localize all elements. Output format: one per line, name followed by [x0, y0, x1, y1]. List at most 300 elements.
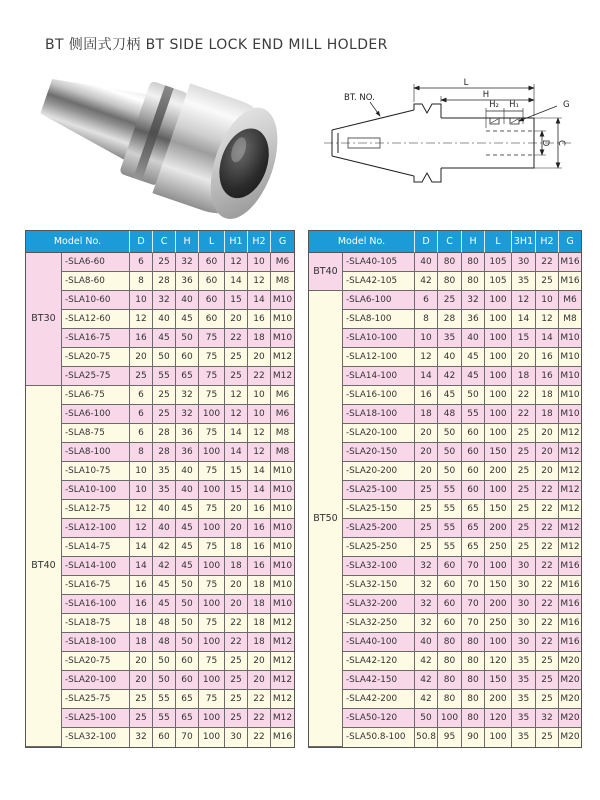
value-cell: M8 — [559, 310, 581, 329]
value-cell: 12 — [225, 405, 248, 424]
value-cell: 22 — [536, 633, 559, 652]
value-cell: 12 — [130, 500, 153, 519]
table-row — [309, 671, 581, 690]
value-cell: 25 — [153, 405, 176, 424]
table-row — [26, 728, 294, 747]
value-cell: 12 — [130, 310, 153, 329]
column-header: D — [415, 231, 438, 253]
value-cell: 45 — [176, 557, 199, 576]
value-cell: M6 — [271, 386, 294, 405]
value-cell: M20 — [559, 671, 581, 690]
table-row — [309, 291, 581, 310]
column-header: G — [271, 231, 294, 253]
value-cell: M12 — [559, 519, 581, 538]
value-cell: 22 — [536, 253, 559, 272]
table-row — [309, 462, 581, 481]
value-cell: 10 — [415, 329, 438, 348]
model-cell: -SLA12-100 — [343, 348, 415, 367]
value-cell: 30 — [512, 614, 536, 633]
value-cell: 22 — [536, 481, 559, 500]
value-cell: 45 — [153, 595, 176, 614]
value-cell: 60 — [462, 462, 485, 481]
value-cell: 48 — [153, 633, 176, 652]
value-cell: 32 — [176, 253, 199, 272]
value-cell: 18 — [248, 329, 271, 348]
value-cell: 10 — [130, 481, 153, 500]
table-row — [26, 405, 294, 424]
table-row — [26, 614, 294, 633]
value-cell: 45 — [176, 519, 199, 538]
table-row — [26, 329, 294, 348]
model-cell: -SLA25-75 — [62, 690, 130, 709]
value-cell: 60 — [438, 614, 462, 633]
value-cell: 100 — [485, 481, 512, 500]
value-cell: 60 — [462, 481, 485, 500]
model-cell: -SLA40-100 — [343, 633, 415, 652]
value-cell: M12 — [271, 348, 294, 367]
table-row — [26, 367, 294, 386]
model-cell: -SLA16-75 — [62, 329, 130, 348]
table-row — [309, 538, 581, 557]
value-cell: M12 — [271, 633, 294, 652]
value-cell: 55 — [153, 709, 176, 728]
value-cell: 55 — [462, 405, 485, 424]
model-cell: -SLA25-100 — [62, 709, 130, 728]
value-cell: 50 — [415, 709, 438, 728]
value-cell: 16 — [415, 386, 438, 405]
value-cell: 65 — [462, 500, 485, 519]
value-cell: 12 — [225, 386, 248, 405]
value-cell: 45 — [176, 310, 199, 329]
value-cell: 25 — [512, 424, 536, 443]
value-cell: 12 — [130, 519, 153, 538]
value-cell: 40 — [176, 462, 199, 481]
value-cell: M10 — [271, 576, 294, 595]
spec-table-bt30-bt40 — [25, 230, 295, 748]
table-row — [26, 557, 294, 576]
value-cell: 6 — [130, 405, 153, 424]
value-cell: 80 — [462, 671, 485, 690]
column-header: L — [485, 231, 512, 253]
dim-label-h1: H₁ — [509, 100, 519, 110]
model-cell: -SLA20-75 — [62, 348, 130, 367]
column-header: Model No. — [26, 231, 130, 253]
model-cell: -SLA8-60 — [62, 272, 130, 291]
value-cell: M12 — [559, 481, 581, 500]
value-cell: 60 — [176, 652, 199, 671]
value-cell: 20 — [225, 519, 248, 538]
table-row — [309, 633, 581, 652]
technical-drawing — [318, 76, 580, 204]
table-row — [26, 671, 294, 690]
value-cell: 250 — [485, 614, 512, 633]
table-row — [26, 462, 294, 481]
table-row — [309, 576, 581, 595]
table-row — [309, 272, 581, 291]
table-row — [309, 614, 581, 633]
table-row — [26, 424, 294, 443]
table-row — [309, 405, 581, 424]
model-cell: -SLA25-100 — [343, 481, 415, 500]
value-cell: 16 — [248, 519, 271, 538]
value-cell: M12 — [559, 500, 581, 519]
dim-label-h: H — [482, 90, 490, 100]
table-row — [309, 348, 581, 367]
value-cell: M20 — [559, 690, 581, 709]
value-cell: 60 — [199, 310, 225, 329]
value-cell: 16 — [248, 557, 271, 576]
value-cell: 50 — [153, 348, 176, 367]
value-cell: 14 — [225, 424, 248, 443]
value-cell: 16 — [130, 595, 153, 614]
dim-label-l: L — [463, 78, 469, 88]
column-header: H2 — [536, 231, 559, 253]
value-cell: 12 — [536, 310, 559, 329]
column-header: D — [130, 231, 153, 253]
value-cell: 25 — [415, 500, 438, 519]
value-cell: 15 — [225, 462, 248, 481]
value-cell: 60 — [199, 272, 225, 291]
value-cell: 22 — [225, 329, 248, 348]
model-cell: -SLA14-100 — [343, 367, 415, 386]
table-row — [309, 253, 581, 272]
value-cell: 100 — [485, 329, 512, 348]
table-row — [26, 348, 294, 367]
table-row — [26, 310, 294, 329]
value-cell: 50 — [462, 386, 485, 405]
value-cell: 30 — [512, 253, 536, 272]
group-label-cell: BT30 — [26, 253, 62, 386]
value-cell: 50 — [153, 671, 176, 690]
value-cell: 45 — [462, 348, 485, 367]
value-cell: M8 — [271, 424, 294, 443]
value-cell: 25 — [415, 519, 438, 538]
value-cell: 20 — [536, 443, 559, 462]
model-cell: -SLA50-120 — [343, 709, 415, 728]
value-cell: 25 — [512, 462, 536, 481]
model-cell: -SLA32-150 — [343, 576, 415, 595]
value-cell: 60 — [176, 671, 199, 690]
value-cell: 50 — [438, 424, 462, 443]
value-cell: M10 — [271, 519, 294, 538]
value-cell: M10 — [271, 481, 294, 500]
value-cell: 60 — [438, 576, 462, 595]
table-row — [309, 595, 581, 614]
value-cell: 55 — [153, 367, 176, 386]
value-cell: 120 — [485, 709, 512, 728]
table-row — [26, 443, 294, 462]
value-cell: 10 — [248, 405, 271, 424]
table-header-row — [309, 231, 581, 253]
column-header: H2 — [248, 231, 271, 253]
value-cell: 22 — [536, 538, 559, 557]
value-cell: 100 — [199, 519, 225, 538]
value-cell: 18 — [415, 405, 438, 424]
value-cell: 80 — [438, 253, 462, 272]
table-row — [309, 519, 581, 538]
table-row — [309, 310, 581, 329]
value-cell: 50 — [176, 576, 199, 595]
value-cell: 60 — [153, 728, 176, 747]
model-cell: -SLA42-200 — [343, 690, 415, 709]
value-cell: 42 — [415, 272, 438, 291]
value-cell: 100 — [485, 291, 512, 310]
model-cell: -SLA12-75 — [62, 500, 130, 519]
value-cell: 35 — [512, 709, 536, 728]
value-cell: 32 — [415, 595, 438, 614]
value-cell: 120 — [485, 652, 512, 671]
model-cell: -SLA10-100 — [62, 481, 130, 500]
value-cell: 22 — [512, 405, 536, 424]
value-cell: M6 — [271, 253, 294, 272]
value-cell: 30 — [512, 633, 536, 652]
model-cell: -SLA10-100 — [343, 329, 415, 348]
value-cell: 60 — [462, 424, 485, 443]
value-cell: 15 — [225, 481, 248, 500]
value-cell: M10 — [271, 462, 294, 481]
model-cell: -SLA18-100 — [62, 633, 130, 652]
value-cell: M10 — [559, 367, 581, 386]
table-row — [26, 500, 294, 519]
value-cell: M12 — [271, 614, 294, 633]
value-cell: 18 — [248, 633, 271, 652]
value-cell: 25 — [225, 348, 248, 367]
value-cell: 75 — [199, 348, 225, 367]
model-cell: -SLA18-100 — [343, 405, 415, 424]
value-cell: 100 — [485, 633, 512, 652]
value-cell: 22 — [536, 519, 559, 538]
value-cell: 18 — [130, 633, 153, 652]
value-cell: 105 — [485, 253, 512, 272]
value-cell: M16 — [559, 557, 581, 576]
value-cell: 150 — [485, 443, 512, 462]
value-cell: 25 — [225, 709, 248, 728]
value-cell: 100 — [485, 728, 512, 747]
value-cell: 80 — [462, 709, 485, 728]
value-cell: 15 — [512, 329, 536, 348]
model-cell: -SLA42-120 — [343, 652, 415, 671]
value-cell: 20 — [248, 348, 271, 367]
table-row — [26, 291, 294, 310]
value-cell: 80 — [438, 633, 462, 652]
value-cell: 55 — [438, 519, 462, 538]
model-cell: -SLA14-75 — [62, 538, 130, 557]
value-cell: 25 — [225, 690, 248, 709]
value-cell: 35 — [512, 671, 536, 690]
value-cell: M10 — [271, 329, 294, 348]
value-cell: 100 — [485, 348, 512, 367]
value-cell: 20 — [225, 310, 248, 329]
model-cell: -SLA6-100 — [343, 291, 415, 310]
value-cell: 14 — [248, 462, 271, 481]
value-cell: 30 — [512, 557, 536, 576]
value-cell: 25 — [536, 652, 559, 671]
value-cell: 40 — [415, 253, 438, 272]
value-cell: 200 — [485, 690, 512, 709]
model-cell: -SLA20-150 — [343, 443, 415, 462]
value-cell: 20 — [415, 443, 438, 462]
value-cell: 25 — [512, 500, 536, 519]
value-cell: 18 — [248, 576, 271, 595]
value-cell: M12 — [271, 690, 294, 709]
value-cell: 80 — [462, 652, 485, 671]
value-cell: 40 — [462, 329, 485, 348]
value-cell: 18 — [512, 367, 536, 386]
value-cell: 16 — [536, 348, 559, 367]
value-cell: 36 — [462, 310, 485, 329]
value-cell: 200 — [485, 519, 512, 538]
value-cell: 25 — [536, 671, 559, 690]
value-cell: 16 — [536, 367, 559, 386]
value-cell: 100 — [199, 633, 225, 652]
value-cell: 20 — [225, 576, 248, 595]
value-cell: M20 — [559, 728, 581, 747]
group-label-cell: BT40 — [26, 386, 62, 747]
value-cell: 22 — [248, 690, 271, 709]
table-row — [309, 386, 581, 405]
column-header: C — [438, 231, 462, 253]
value-cell: 18 — [225, 538, 248, 557]
value-cell: 25 — [130, 690, 153, 709]
value-cell: M10 — [271, 500, 294, 519]
model-cell: -SLA12-60 — [62, 310, 130, 329]
value-cell: 65 — [462, 519, 485, 538]
value-cell: 12 — [248, 272, 271, 291]
value-cell: 75 — [199, 690, 225, 709]
value-cell: 100 — [485, 386, 512, 405]
value-cell: 80 — [462, 272, 485, 291]
value-cell: 50 — [176, 329, 199, 348]
value-cell: 35 — [512, 652, 536, 671]
table-row — [26, 272, 294, 291]
value-cell: 80 — [438, 690, 462, 709]
value-cell: 12 — [512, 291, 536, 310]
value-cell: 80 — [462, 253, 485, 272]
value-cell: 22 — [512, 386, 536, 405]
value-cell: 60 — [438, 595, 462, 614]
value-cell: 25 — [153, 386, 176, 405]
value-cell: 50 — [176, 595, 199, 614]
value-cell: 20 — [225, 595, 248, 614]
value-cell: M6 — [271, 405, 294, 424]
value-cell: 90 — [462, 728, 485, 747]
value-cell: 32 — [415, 557, 438, 576]
value-cell: 15 — [225, 291, 248, 310]
value-cell: 25 — [225, 671, 248, 690]
value-cell: 100 — [485, 310, 512, 329]
value-cell: 22 — [536, 595, 559, 614]
value-cell: 12 — [248, 424, 271, 443]
value-cell: 10 — [130, 291, 153, 310]
value-cell: 50 — [176, 633, 199, 652]
model-cell: -SLA40-105 — [343, 253, 415, 272]
value-cell: 25 — [512, 519, 536, 538]
dim-label-h2: H₂ — [489, 100, 499, 110]
value-cell: 18 — [130, 614, 153, 633]
value-cell: 70 — [462, 614, 485, 633]
table-row — [26, 253, 294, 272]
value-cell: 35 — [512, 272, 536, 291]
value-cell: 25 — [130, 709, 153, 728]
value-cell: 22 — [536, 614, 559, 633]
value-cell: 60 — [199, 291, 225, 310]
value-cell: 25 — [512, 443, 536, 462]
value-cell: M12 — [271, 652, 294, 671]
product-photo — [28, 58, 293, 218]
value-cell: 60 — [462, 443, 485, 462]
value-cell: 45 — [176, 538, 199, 557]
value-cell: 36 — [176, 424, 199, 443]
model-cell: -SLA6-60 — [62, 253, 130, 272]
value-cell: 28 — [153, 424, 176, 443]
value-cell: M10 — [271, 557, 294, 576]
model-cell: -SLA32-200 — [343, 595, 415, 614]
value-cell: 14 — [248, 291, 271, 310]
value-cell: 40 — [153, 519, 176, 538]
value-cell: 75 — [199, 367, 225, 386]
value-cell: 105 — [485, 272, 512, 291]
value-cell: 100 — [199, 557, 225, 576]
table-row — [309, 709, 581, 728]
value-cell: M16 — [559, 272, 581, 291]
column-header: C — [153, 231, 176, 253]
value-cell: 25 — [225, 652, 248, 671]
model-cell: -SLA20-200 — [343, 462, 415, 481]
value-cell: 100 — [199, 728, 225, 747]
value-cell: 75 — [199, 652, 225, 671]
value-cell: M12 — [559, 462, 581, 481]
value-cell: 42 — [153, 538, 176, 557]
value-cell: 95 — [438, 728, 462, 747]
table-row — [309, 728, 581, 747]
value-cell: 22 — [536, 557, 559, 576]
table-row — [26, 538, 294, 557]
value-cell: 22 — [225, 633, 248, 652]
value-cell: 18 — [248, 614, 271, 633]
value-cell: 60 — [438, 557, 462, 576]
value-cell: 32 — [130, 728, 153, 747]
value-cell: 100 — [199, 671, 225, 690]
value-cell: 14 — [248, 481, 271, 500]
value-cell: 30 — [512, 595, 536, 614]
table-row — [309, 424, 581, 443]
column-header: H1 — [225, 231, 248, 253]
value-cell: 40 — [176, 481, 199, 500]
value-cell: 25 — [153, 253, 176, 272]
group-label-cell: BT50 — [309, 291, 343, 747]
value-cell: 20 — [130, 671, 153, 690]
table-row — [309, 481, 581, 500]
value-cell: 55 — [153, 690, 176, 709]
value-cell: 12 — [248, 443, 271, 462]
table-row — [26, 595, 294, 614]
value-cell: M16 — [559, 595, 581, 614]
table-row — [26, 576, 294, 595]
value-cell: 30 — [512, 576, 536, 595]
dim-label-g: G — [563, 100, 570, 110]
value-cell: 100 — [485, 557, 512, 576]
model-cell: -SLA20-100 — [343, 424, 415, 443]
value-cell: 18 — [536, 386, 559, 405]
value-cell: 6 — [130, 424, 153, 443]
value-cell: 6 — [415, 291, 438, 310]
value-cell: 42 — [438, 367, 462, 386]
value-cell: 45 — [153, 329, 176, 348]
value-cell: 25 — [512, 538, 536, 557]
value-cell: 65 — [176, 367, 199, 386]
value-cell: 40 — [153, 310, 176, 329]
value-cell: 35 — [153, 481, 176, 500]
